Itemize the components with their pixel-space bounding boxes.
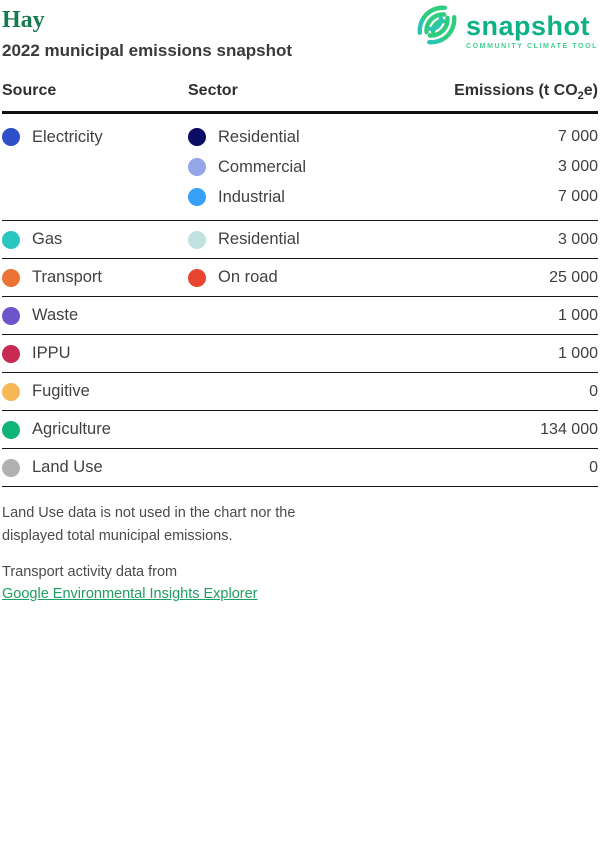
source-dot-fugitive [2,383,20,401]
emissions-header-text-end: e) [583,82,598,99]
source-label-transport: Transport [32,268,102,287]
table-row-ippu [2,335,598,373]
source-label-fugitive: Fugitive [32,382,90,401]
source-dot-waste [2,307,20,325]
sector-label: Commercial [218,157,307,176]
logo-text [466,12,598,50]
table-row-electricity [2,114,598,221]
source-dot-electricity [2,128,20,146]
column-header-emissions [428,82,598,102]
source-label-gas: Gas [32,230,63,249]
table-row-waste [2,297,598,335]
sector-dot-residential [188,128,206,146]
google-eie-link[interactable]: Google Environmental Insights Explorer [2,586,258,603]
transport-data-note [2,561,598,605]
sector-dot-residential [188,231,206,249]
emissions-value: 0 [589,458,598,476]
land-use-note-line1: Land Use data is not used in the chart nor the [2,505,296,522]
source-label-waste: Waste [32,306,79,325]
sector-label: On road [218,268,278,287]
emissions-value: 1 000 [557,306,598,324]
emissions-value: 3 000 [557,230,598,248]
sector-dot-on-road [188,269,206,287]
table-row-gas [2,221,598,259]
table-row-transport [2,259,598,297]
emissions-value: 7 000 [557,188,598,206]
logo-wordmark: snapshot [465,11,590,41]
land-use-note [2,502,598,548]
emissions-header-text: Emissions (t CO [454,82,578,99]
land-use-note-line2: displayed total municipal emissions. [2,528,233,545]
table-header-row [2,82,598,114]
source-label-agriculture: Agriculture [32,420,111,439]
source-label-land-use: Land Use [32,458,103,477]
source-dot-transport [2,269,20,287]
column-header-sector: Sector [188,82,238,99]
table-row-agriculture [2,411,598,449]
page-title: Hay [2,7,45,33]
source-dot-land-use [2,459,20,477]
emissions-value: 134 000 [540,420,598,438]
snapshot-logo-icon [414,2,460,48]
source-label-electricity: Electricity [32,127,103,146]
emissions-value: 0 [589,382,598,400]
snapshot-logo [414,2,598,50]
emissions-value: 1 000 [557,344,598,362]
source-dot-ippu [2,345,20,363]
emissions-table [2,82,598,487]
emissions-value: 25 000 [549,268,598,286]
page-subtitle: 2022 municipal emissions snapshot [2,41,293,60]
source-dot-gas [2,231,20,249]
column-header-source: Source [2,82,57,99]
sector-label: Residential [218,127,300,146]
emissions-value: 7 000 [557,128,598,146]
logo-tagline: COMMUNITY CLIMATE TOOL [465,43,598,50]
logo-arc [420,18,424,33]
source-dot-agriculture [2,421,20,439]
emissions-header-subscript: 2 [577,90,584,103]
sector-dot-commercial [188,158,206,176]
sector-label: Industrial [218,187,285,206]
transport-note-prefix: Transport activity data from [2,564,178,581]
sector-label: Residential [218,230,300,249]
table-row-fugitive [2,373,598,411]
logo-arc [429,41,439,42]
emissions-value: 3 000 [557,158,598,176]
source-label-ippu: IPPU [32,344,71,363]
sector-dot-industrial [188,188,206,206]
table-row-land-use [2,449,598,487]
